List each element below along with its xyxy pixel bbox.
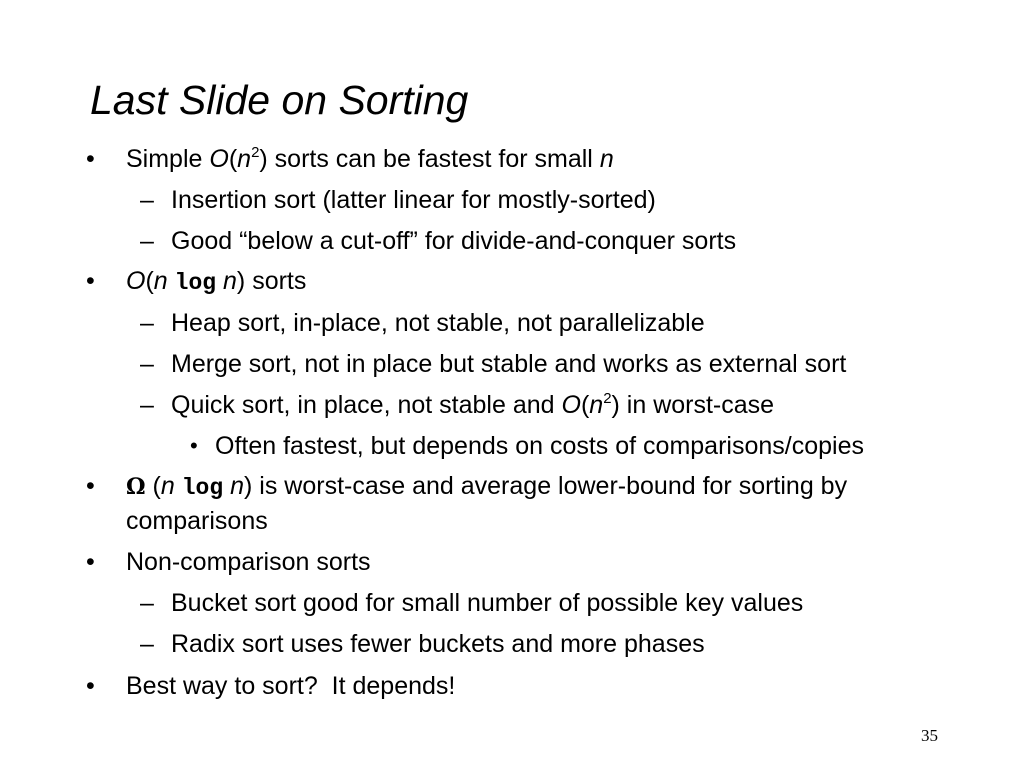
subbullet-heap-sort: Heap sort, in-place, not stable, not parallelizable xyxy=(171,309,705,337)
bullet-marker: • xyxy=(86,472,95,500)
bullet-marker: • xyxy=(86,548,95,576)
dash-marker: – xyxy=(140,227,154,255)
subbullet-insertion-sort: Insertion sort (latter linear for mostly-sorted) xyxy=(171,186,656,214)
bullet-marker: • xyxy=(190,433,198,458)
dash-marker: – xyxy=(140,186,154,214)
dash-marker: – xyxy=(140,630,154,658)
subbullet-radix-sort: Radix sort uses fewer buckets and more phases xyxy=(171,630,705,658)
subbullet-bucket-sort: Bucket sort good for small number of possible key values xyxy=(171,589,804,617)
bullet-marker: • xyxy=(86,145,95,173)
bullet-omega-continuation: comparisons xyxy=(126,507,268,535)
omega-symbol: Ω xyxy=(126,474,146,500)
bullet-nlogn-sorts: O(n log n) sorts xyxy=(126,267,307,296)
dash-marker: – xyxy=(140,350,154,378)
dash-marker: – xyxy=(140,391,154,419)
subbullet-cut-off: Good “below a cut-off” for divide-and-conquer sorts xyxy=(171,227,737,255)
dash-marker: – xyxy=(140,309,154,337)
bullet-non-comparison-sorts: Non-comparison sorts xyxy=(126,548,371,576)
bullet-omega-lower-bound: Ω (n log n) is worst-case and average lower-bound for sorting by xyxy=(126,472,848,501)
dash-marker: – xyxy=(140,589,154,617)
bullet-marker: • xyxy=(86,267,95,295)
bullet-simple-sorts: Simple $O(n^2)$ sorts can be fastest for small n xyxy=(126,144,614,173)
page-number: 35 xyxy=(921,726,938,745)
subbullet-merge-sort: Merge sort, not in place but stable and works as external sort xyxy=(171,350,847,378)
subbullet-quick-sort: Quick sort, in place, not stable and $O(n^2)$ in worst-case xyxy=(171,390,775,419)
slide-title: Last Slide on Sorting xyxy=(90,77,469,123)
subsubbullet-often-fastest: Often fastest, but depends on costs of comparisons/copies xyxy=(215,432,864,460)
bullet-marker: • xyxy=(86,672,95,700)
bullet-best-way: Best way to sort? It depends! xyxy=(126,672,456,700)
